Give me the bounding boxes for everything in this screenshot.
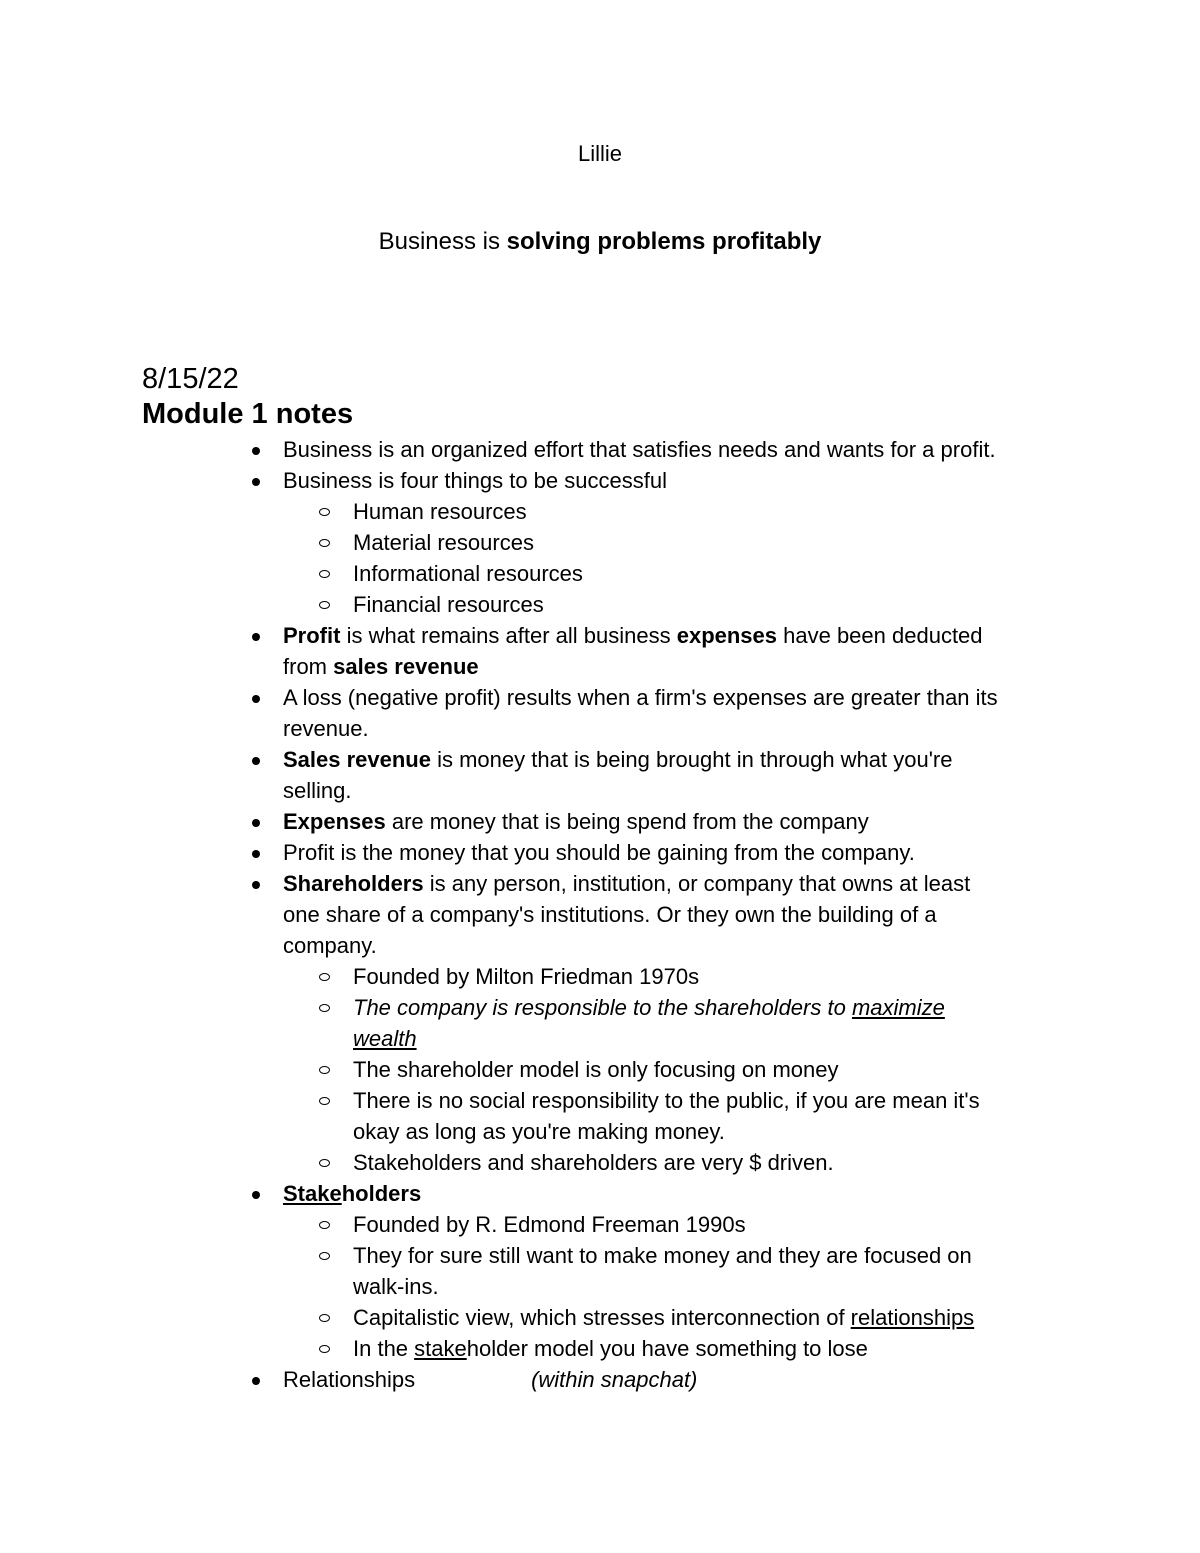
sub-list-item <box>0 992 1073 1054</box>
author-name: Lillie <box>577 141 623 166</box>
list-item-text: one share of a company's institutions. Or they own the building of a <box>283 902 937 927</box>
list-item-text: okay as long as you're making money. <box>353 1119 725 1144</box>
underlined-text: maximize <box>851 995 945 1020</box>
bullet-icon <box>252 478 260 486</box>
title-prefix: Business is <box>378 228 507 255</box>
list-item-text: is any person, institution, or company that owns at least <box>423 871 971 896</box>
bullet-icon <box>252 633 260 641</box>
list-item-text: Capitalistic view, which stresses interconnection of <box>353 1305 851 1330</box>
module-heading: Module 1 notes <box>142 398 354 430</box>
list-item-text: There is no social responsibility to the public, if you are mean it's <box>353 1088 980 1113</box>
bullet-icon <box>252 850 260 858</box>
list-item <box>0 744 1073 806</box>
list-item-text: selling. <box>283 778 352 803</box>
notes-list <box>0 434 1200 1395</box>
list-item-text: from <box>283 654 334 679</box>
sub-bullet-icon <box>319 1066 330 1074</box>
list-item-text: The shareholder model is only focusing on money <box>353 1057 839 1082</box>
sub-bullet-icon <box>319 1345 330 1353</box>
list-item-text: They for sure still want to make money and they are focused on <box>353 1243 972 1268</box>
sub-bullet-icon <box>319 1314 330 1322</box>
term-shareholders: Shareholders <box>283 871 424 896</box>
list-item-text: Informational resources <box>353 561 583 586</box>
sub-bullet-icon <box>319 570 330 578</box>
term-holders: holders <box>341 1181 422 1206</box>
list-item-text: is what remains after all business <box>340 623 677 648</box>
bullet-icon <box>252 447 260 455</box>
sub-bullet-icon <box>319 973 330 981</box>
sub-bullet-icon <box>319 1221 330 1229</box>
sub-bullet-icon <box>319 539 330 547</box>
list-item-text: holder model you have something to lose <box>466 1336 868 1361</box>
bullet-icon <box>252 695 260 703</box>
sub-list-item <box>0 1209 1073 1240</box>
list-item-text: In the <box>353 1336 415 1361</box>
sub-list-item <box>0 1333 1073 1364</box>
bullet-icon <box>252 1377 260 1385</box>
term-stake: Stake <box>283 1181 342 1206</box>
list-item-text: revenue. <box>283 716 369 741</box>
sub-bullet-icon <box>319 1097 330 1105</box>
list-item-text: walk-ins. <box>353 1274 439 1299</box>
term-sales-revenue: Sales revenue <box>283 747 431 772</box>
sub-list-item <box>0 1054 1073 1085</box>
bullet-icon <box>252 819 260 827</box>
sub-bullet-icon <box>319 1159 330 1167</box>
list-item-text: Business is four things to be successful <box>283 468 667 493</box>
list-item <box>0 868 1073 961</box>
underlined-text: relationships <box>850 1305 975 1330</box>
list-item-text: is money that is being brought in through what you're <box>430 747 953 772</box>
list-item-text: Founded by Milton Friedman 1970s <box>353 964 700 989</box>
list-item <box>0 1364 1073 1395</box>
list-item-text: Business is an organized effort that satisfies needs and wants for a profit. <box>283 437 996 462</box>
sub-list-item <box>0 496 1073 527</box>
list-item <box>0 465 1073 496</box>
sub-list-item <box>0 527 1073 558</box>
list-item-text: A loss (negative profit) results when a firm's expenses are greater than its <box>283 685 998 710</box>
list-item-text: Founded by R. Edmond Freeman 1990s <box>353 1212 746 1237</box>
sub-bullet-icon <box>319 508 330 516</box>
sub-list-item <box>0 589 1073 620</box>
term-expenses: Expenses <box>283 809 386 834</box>
list-item-text: Relationships <box>283 1367 416 1392</box>
list-item <box>0 682 1073 744</box>
term-expenses: expenses <box>676 623 778 648</box>
sub-list-item <box>0 1147 1073 1178</box>
term-profit: Profit <box>283 623 341 648</box>
sub-bullet-icon <box>319 1252 330 1260</box>
list-item-text: Profit is the money that you should be gaining from the company. <box>283 840 915 865</box>
list-item-text: The company is responsible to the shareholders to <box>353 995 852 1020</box>
bullet-icon <box>252 757 260 765</box>
list-item-text: have been deducted <box>777 623 983 648</box>
sub-list-item <box>0 1085 1073 1147</box>
list-item <box>0 837 1073 868</box>
list-item <box>0 620 1073 682</box>
list-item-text: Stakeholders and shareholders are very $ driven. <box>353 1150 834 1175</box>
sub-list-item <box>0 558 1073 589</box>
list-item-text: are money that is being spend from the company <box>385 809 869 834</box>
list-item <box>0 434 1073 465</box>
list-item <box>0 1178 1073 1209</box>
term-sales-revenue: sales revenue <box>333 654 479 679</box>
underlined-text: wealth <box>353 1026 417 1051</box>
sub-bullet-icon <box>319 601 330 609</box>
list-item <box>0 806 1073 837</box>
bullet-icon <box>252 881 260 889</box>
sub-list-item <box>0 1240 1073 1302</box>
list-item-text: company. <box>283 933 377 958</box>
note-date: 8/15/22 <box>142 363 239 395</box>
sub-list-item <box>0 1302 1073 1333</box>
list-item-text: Material resources <box>353 530 534 555</box>
sub-list-item <box>0 961 1073 992</box>
bullet-icon <box>252 1191 260 1199</box>
underlined-text: stake <box>414 1336 467 1361</box>
list-item-text: Human resources <box>353 499 527 524</box>
list-item-text: Financial resources <box>353 592 544 617</box>
list-item-text: (within snapchat) <box>531 1367 698 1392</box>
sub-bullet-icon <box>319 1004 330 1012</box>
page-title <box>0 226 1200 258</box>
title-bold: solving problems profitably <box>506 228 822 255</box>
